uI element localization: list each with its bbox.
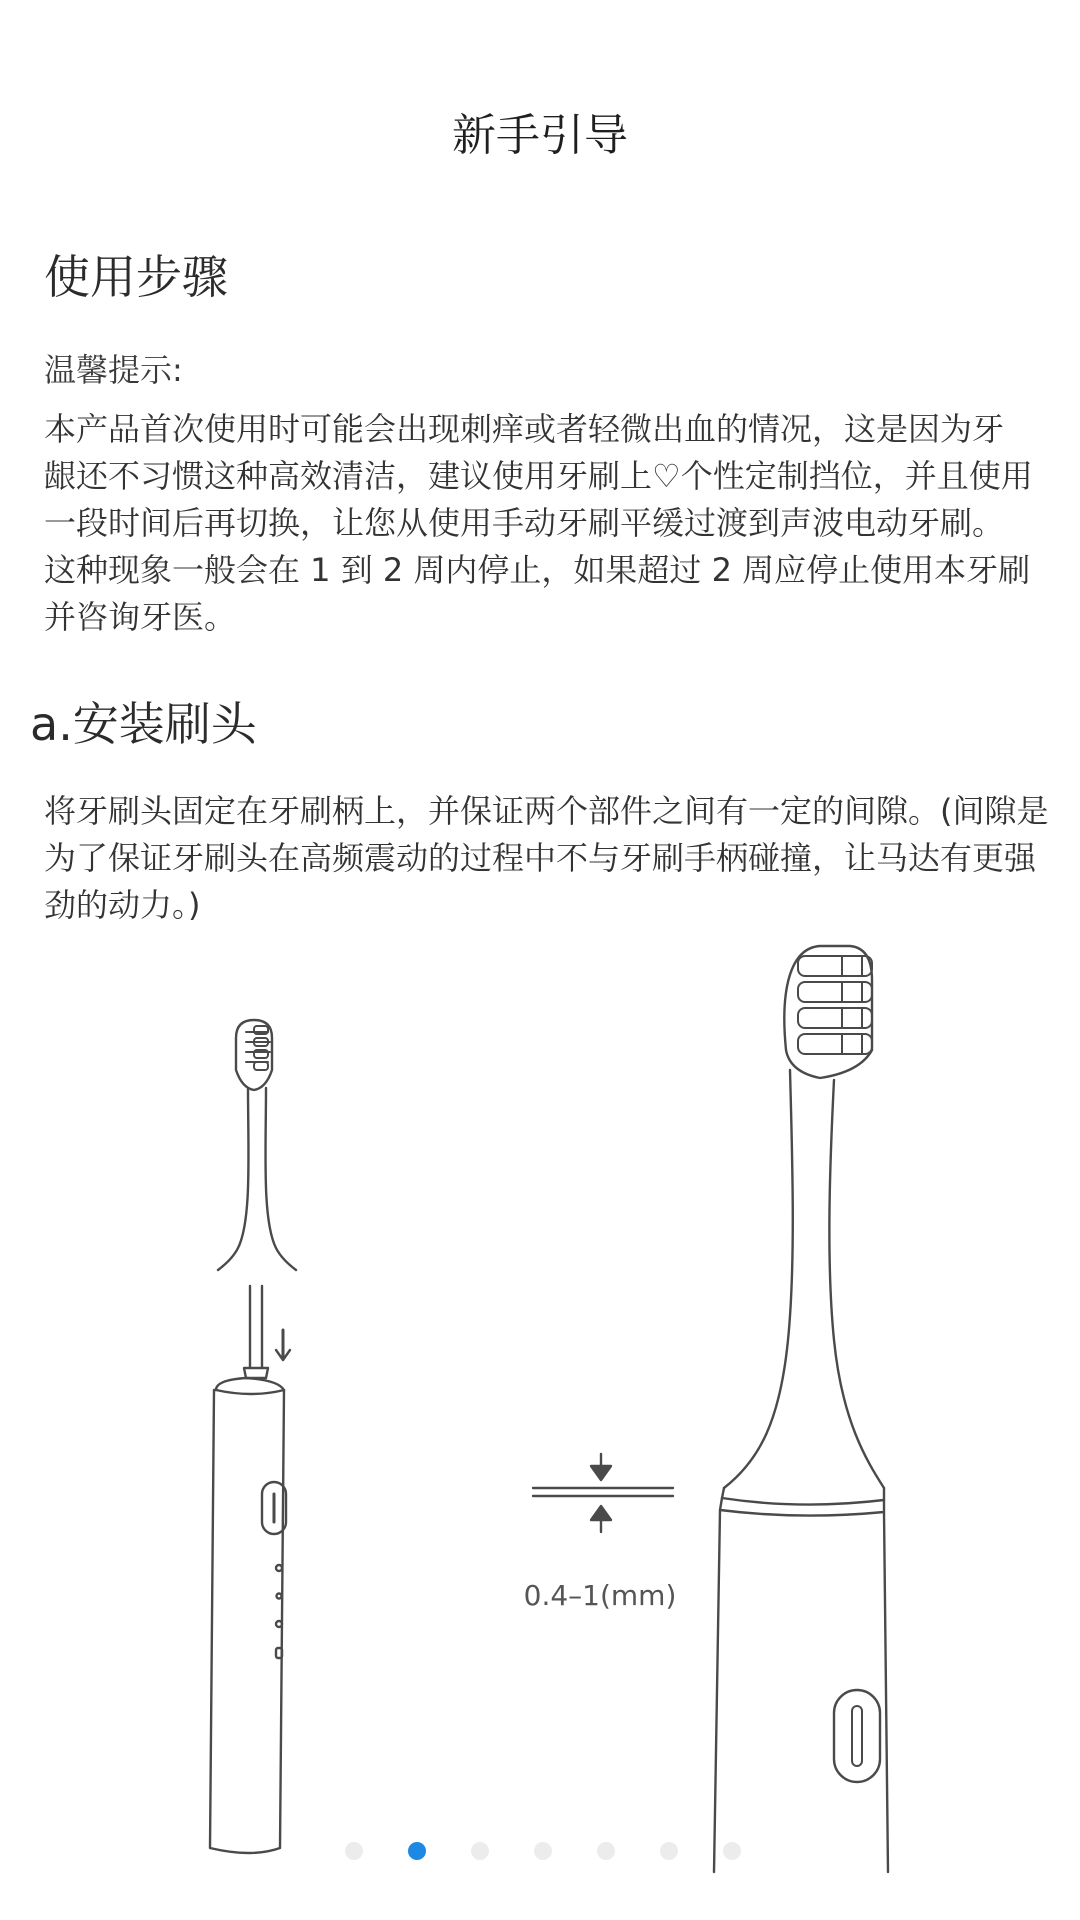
page-dot-1[interactable] [345,1842,363,1860]
tip-label: 温馨提示: [44,351,183,389]
page-dot-7[interactable] [723,1842,741,1860]
page-dot-3[interactable] [471,1842,489,1860]
gap-arrows-icon [533,1454,673,1532]
tip-body: 本产品首次使用时可能会出现刺痒或者轻微出血的情况，这是因为牙龈还不习惯这种高效清洁，建议使用牙刷上♡个性定制挡位，并且使用一段时间后再切换，让您从使用手动牙刷平缓过渡到声波电动牙刷。这种现象一般会在 1 到 2 周内停止，如果超过 2 周应停止使用本牙刷并咨询牙医。 [44,410,1033,636]
step-title: a.安装刷头 [30,697,257,751]
toothbrush-closeup-icon [714,946,888,1872]
page-dot-5[interactable] [597,1842,615,1860]
toothbrush-assembly-icon [210,1020,296,1853]
page-title: 新手引导 [452,110,628,161]
pagination-dots [0,1842,1080,1866]
page-dot-6[interactable] [660,1842,678,1860]
page-dot-4[interactable] [534,1842,552,1860]
install-illustration [0,920,1080,1880]
down-arrow-icon [276,1330,290,1360]
section-title: 使用步骤 [44,250,228,304]
page-dot-2[interactable] [408,1842,426,1860]
step-description: 将牙刷头固定在牙刷柄上，并保证两个部件之间有一定的间隙。(间隙是为了保证牙刷头在高频震动的过程中不与牙刷手柄碰撞，让马达有更强劲的动力。) [44,792,1049,924]
gap-label: 0.4–1(mm) [523,1579,677,1612]
